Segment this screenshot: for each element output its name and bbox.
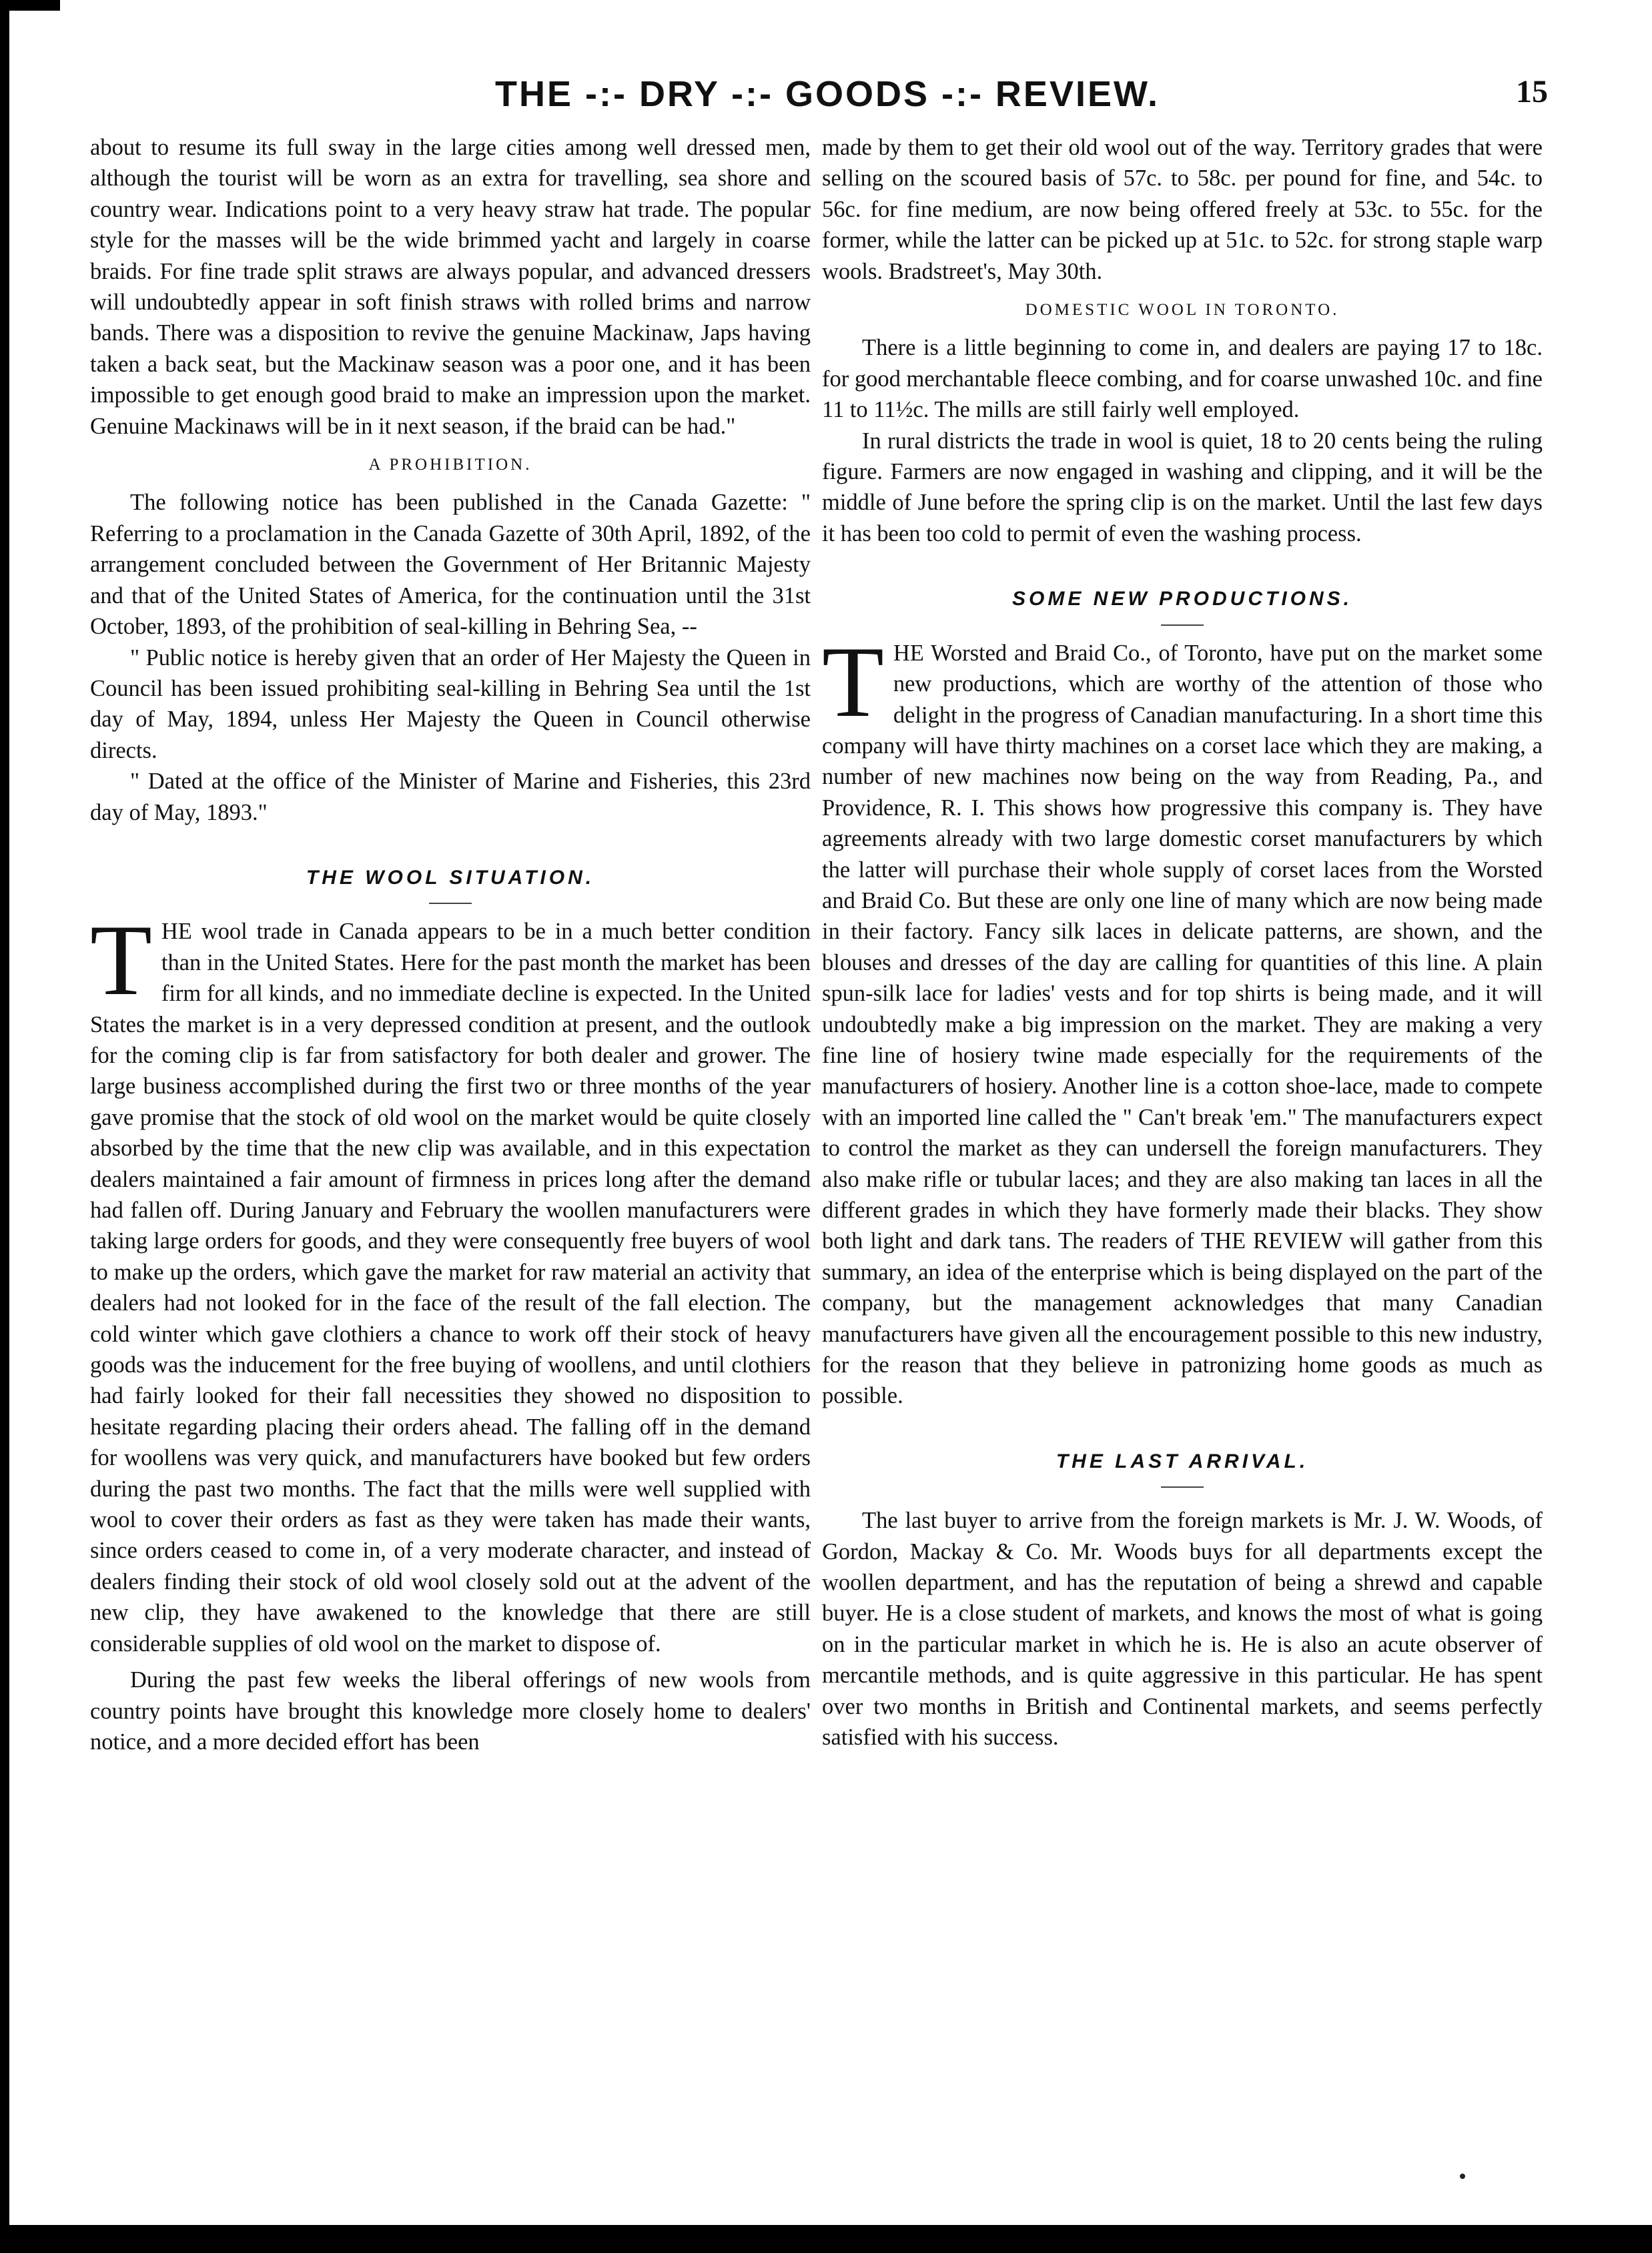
new-productions-paragraph [822,625,1543,1412]
prohibition-paragraph-3: " Dated at the office of the Minister of Marine and Fisheries, this 23rd day of May, 1893." [90,769,811,825]
domestic-wool-paragraph-2: In rural districts the trade in wool is quiet, 18 to 20 cents being the ruling figure. Farmers are now engaged in washing and clipping, and it will be the middle of June before the spring clip is on the market. Until the last few days it has been too cold to permit of even the washing process. [822,428,1543,546]
new-productions-text: HE Worsted and Braid Co., of Toronto, have put on the market some new productions, which are worthy of the attention of those who delight in the progress of Canadian manufacturing. In a short time this company will have thirty machines on a corset lace which they are making, a number of new machines now being on the way from Reading, Pa., and Providence, R. I. This shows how progressive this company is. They have agreements already with two large domestic corset manufacturers by which the latter will purchase their whole supply of corset laces from the Worsted and Braid Co. But these are only one line of many which are now being made in their factory. Fancy silk laces in delicate patterns, are shown, and the blouses and dresses of the day are calling for quantities of this line. A plain spun-silk lace for ladies' vests and for top shirts is being made, and it will undoubtedly make a big impression on the market. They are making a very fine line of hosiery twine made especially for the requirements of the manufacturers of hosiery. Another line is a cotton shoe-lace, made to compete with an imported line called the " Can't break 'em." The manufacturers expect to control the market as they can undersell the foreign manufacturers. They also make rifle or tubular laces; and they are also making tan laces in all the different grades in which they have formerly made their blacks. They show both light and dark tans. The readers of THE REVIEW will gather from this summary, an idea of the enterprise which is being displayed on the part of the company, but the management acknowledges that many Canadian manufacturers have given all the encouragement possible to this new industry, for the reason that they believe in patronizing home goods as much as possible. [822,640,1543,1409]
drop-cap: T [90,904,152,1017]
wool-situation-paragraph-1 [90,904,811,1659]
page-number: 15 [1516,74,1548,109]
section-rule [429,903,472,904]
scan-edge-left [0,0,9,2253]
domestic-wool-heading: DOMESTIC WOOL IN TORONTO. [1025,301,1340,320]
last-arrival-paragraph: The last buyer to arrive from the foreign markets is Mr. J. W. Woods, of Gordon, Mackay & Co. Mr. Woods buys for all departments except the woollen department, and has the reputation of being a shrewd and capable buyer. He is a close student of markets, and knows the most of what is going on in the particular market in which he is. He is also an acute observer of mercantile methods, and is quite aggressive in this particular. He has spent over two months in British and Continental markets, and seems perfectly satisfied with his success. [822,1508,1543,1751]
prohibition-paragraph-1: The following notice has been published in the Canada Gazette: " Referring to a proclamation in the Canada Gazette of 30th April, 1892, of the arrangement concluded between the Government of Her Britannic Majesty and that of the United States of America, for the continuation until the 31st October, 1893, of the prohibition of seal-killing in Behring Sea, -- [90,490,811,640]
drop-cap: T [822,625,884,738]
section-rule [1161,1486,1204,1488]
wool-prices-paragraph: made by them to get their old wool out of the way. Territory grades that were selling on the scoured basis of 57c. to 58c. per pound for fine, and 54c. to 56c. for fine medium, are now being offered freely at 53c. to 55c. for the former, while the latter can be picked up at 51c. to 52c. for strong staple warp wools. Bradstreet's, May 30th. [822,135,1543,284]
page-header [107,73,1548,127]
right-column [822,132,1543,1753]
wool-situation-text: HE wool trade in Canada appears to be in a much better condition than in the United States. Here for the past month the market has been firm for all kinds, and no immediate decline is expected. In the United States the market is in a very depressed condition at present, and the outlook for the coming clip is far from satisfactory for both dealer and grower. The large business accomplished during the first two or three months of the year gave promise that the stock of old wool on the market would be quite closely absorbed by the time that the new clip was available, and in this expectation dealers maintained a fair amount of firmness in prices long after the demand had fallen off. During January and February the woollen manufacturers were taking large orders for goods, and they were consequently free buyers of wool to make up the orders, which gave the market for raw material an activity that dealers had not looked for in the face of the result of the fall election. The cold winter which gave clothiers a chance to work off their stock of heavy goods was the inducement for the free buying of woollens, and until clothiers had fairly looked for their fall necessities they showed no disposition to hesitate regarding placing their orders ahead. The falling off in the demand for woollens was very quick, and manufacturers have booked but few orders during the past two months. The fact that the mills were well supplied with wool to cover their orders as fast as they were taken has made their wants, since orders ceased to come in, of a very moderate character, and instead of dealers finding their stock of old wool closely sold out at the advent of the new clip, they have awakened to the knowledge that there are still considerable supplies of old wool on the market to dispose of. [90,919,811,1657]
last-arrival-title: THE LAST ARRIVAL. [1056,1450,1309,1472]
wool-situation-paragraph-2: During the past few weeks the liberal offerings of new wools from country points have brought this knowledge more closely home to dealers' notice, and a more decided effort has been [90,1667,811,1755]
domestic-wool-paragraph-1: There is a little beginning to come in, and dealers are paying 17 to 18c. for good merchantable fleece combing, and for coarse unwashed 10c. and fine 11 to 11½c. The mills are still fairly well employed. [822,335,1543,423]
scan-edge-bottom [0,2225,1652,2253]
hat-trade-paragraph: about to resume its full sway in the large cities among well dressed men, although the tourist will be worn as an extra for travelling, sea shore and country wear. Indications point to a very heavy straw hat trade. The popular style for the masses will be the wide brimmed yacht and largely in coarse braids. For fine trade split straws are always popular, and advanced dressers will undoubtedly appear in soft finish straws with rolled brims and narrow bands. There was a disposition to revive the genuine Mackinaw, Japs having taken a back seat, but the Mackinaw season was a poor one, and it has been impossible to get enough good braid to make an impression upon the market. Genuine Mackinaws will be in it next season, if the braid can be had." [90,135,811,439]
running-head: THE -:- DRY -:- GOODS -:- REVIEW. [495,74,1160,114]
section-rule [1161,624,1204,626]
scan-edge-top [0,0,60,11]
ink-dot [1460,2174,1465,2179]
new-productions-title: SOME NEW PRODUCTIONS. [1011,588,1352,610]
wool-situation-title: THE WOOL SITUATION. [306,866,595,889]
prohibition-paragraph-2: " Public notice is hereby given that an order of Her Majesty the Queen in Council has been issued prohibiting seal-killing in Behring Sea until the 1st day of May, 1894, unless Her Majesty the Queen in Council otherwise directs. [90,644,811,763]
left-column [90,132,811,1757]
prohibition-heading: A PROHIBITION. [368,456,532,474]
